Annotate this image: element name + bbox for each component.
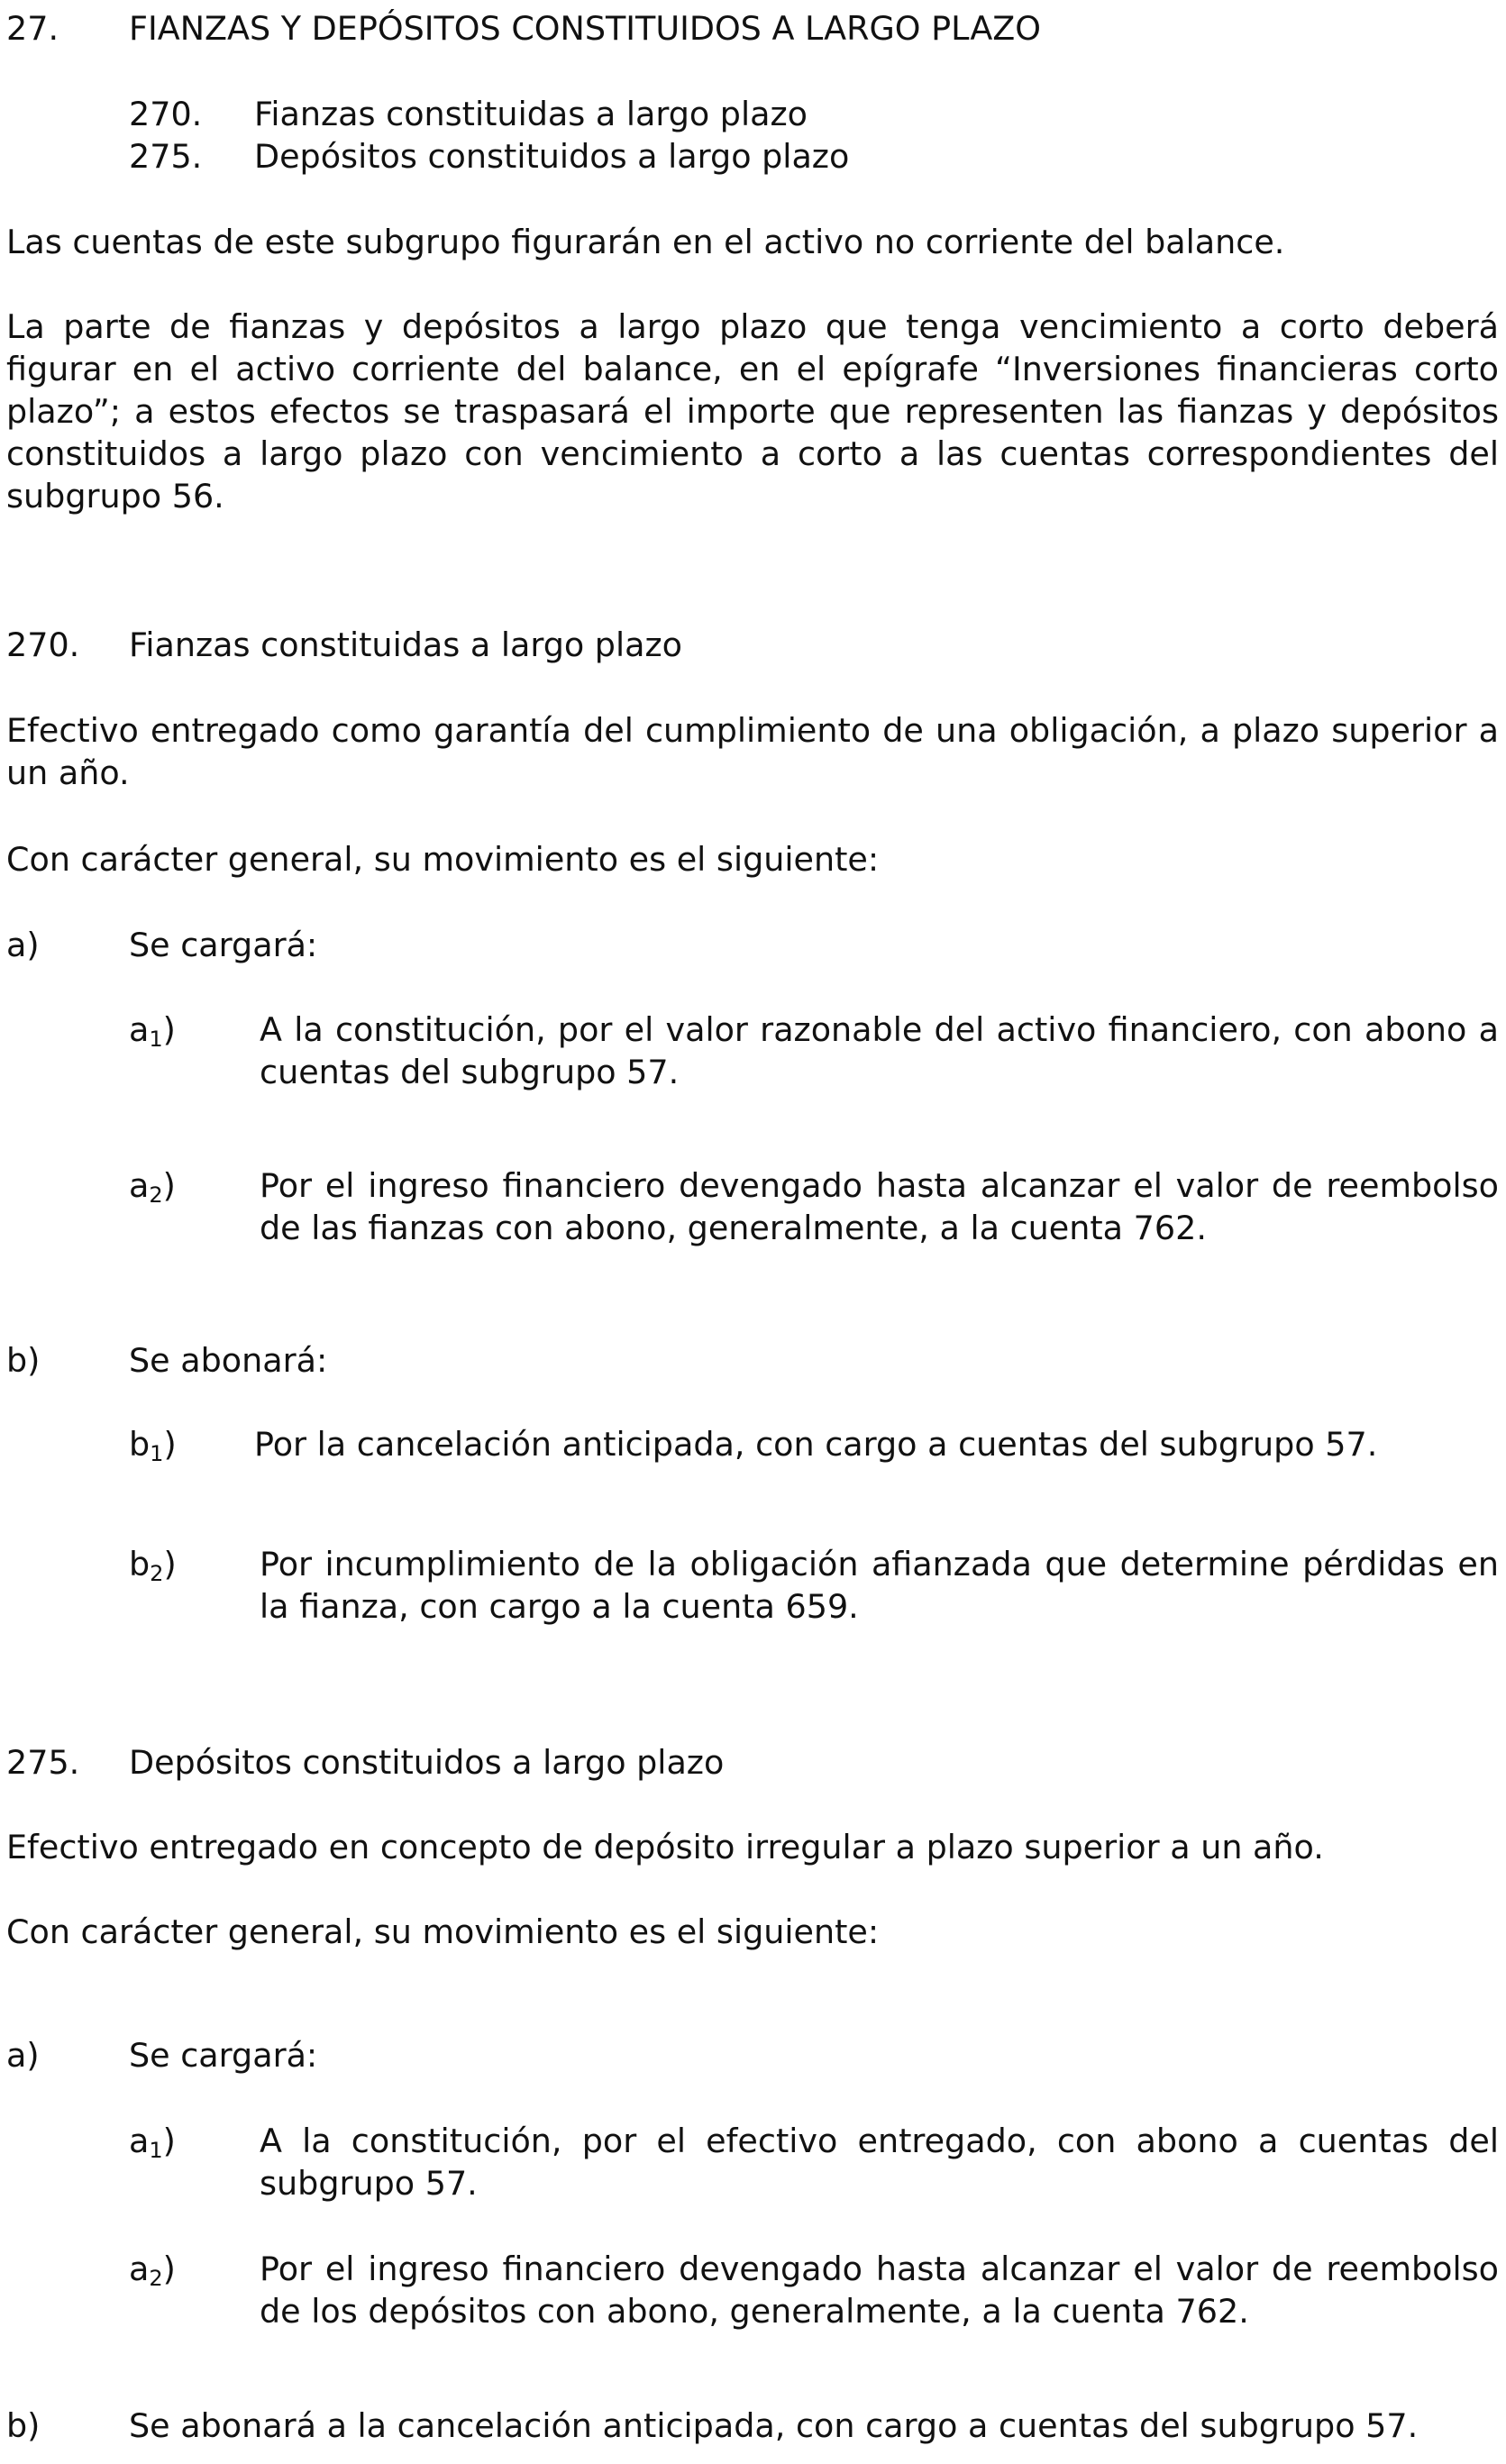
list-label: Se abonará: [129,1341,328,1380]
toc-number: 275. [129,137,203,176]
sub-item-marker: b1) [129,1425,177,1466]
toc-label: Depósitos constituidos a largo plazo [254,137,850,176]
intro-paragraph: La parte de fianzas y depósitos a largo plazo que tenga vencimiento a corto deberá figurar en el activo corriente del balance, en el epígrafe “Inversiones financieras corto plazo”; a estos efectos se traspasará el importe que representen las fianzas y depósitos constituidos a largo plazo con vencimiento a corto a las cuentas correspondientes del subgrupo 56. [6,307,1499,516]
sub-item-marker: a2) [129,1166,176,1208]
list-label: Se cargará: [129,2036,318,2075]
sub-item-marker: a1) [129,1010,176,1052]
section-title: FIANZAS Y DEPÓSITOS CONSTITUIDOS A LARGO PLAZO [129,9,1042,48]
sub-item-marker: a2) [129,2250,176,2291]
movement-intro: Con carácter general, su movimiento es el siguiente: [6,840,880,879]
toc-label: Fianzas constituidas a largo plazo [254,95,808,133]
movement-intro: Con carácter general, su movimiento es el siguiente: [6,1912,880,1951]
subsection-title: Depósitos constituidos a largo plazo [129,1743,725,1782]
subsection-title: Fianzas constituidas a largo plazo [129,625,682,664]
list-marker: a) [6,926,40,964]
sub-item-text: Por el ingreso financiero devengado hasta alcanzar el valor de reembolso de los depósitos con abono, generalmente, a la cuenta 762. [260,2250,1499,2331]
sub-item-marker: a1) [129,2122,176,2163]
intro-paragraph: Las cuentas de este subgrupo figurarán en el activo no corriente del balance. [6,223,1285,261]
list-label: Se abonará a la cancelación anticipada, con cargo a cuentas del subgrupo 57. [129,2406,1419,2445]
sub-item-text: A la constitución, por el efectivo entregado, con abono a cuentas del subgrupo 57. [260,2122,1499,2203]
definition-paragraph: Efectivo entregado en concepto de depósito irregular a plazo superior a un año. [6,1828,1324,1866]
list-marker: a) [6,2036,40,2075]
section-number: 27. [6,9,59,48]
sub-item-text: Por incumplimiento de la obligación afianzada que determine pérdidas en la fianza, con cargo a la cuenta 659. [260,1545,1499,1626]
sub-item-text: Por el ingreso financiero devengado hasta alcanzar el valor de reembolso de las fianzas con abono, generalmente, a la cuenta 762. [260,1166,1499,1247]
list-marker: b) [6,1341,41,1380]
toc-number: 270. [129,95,203,133]
sub-item-text: A la constitución, por el valor razonable del activo financiero, con abono a cuentas del subgrupo 57. [260,1010,1499,1091]
definition-paragraph: Efectivo entregado como garantía del cumplimiento de una obligación, a plazo superior a un año. [6,711,1499,792]
subsection-number: 270. [6,625,80,664]
sub-item-text: Por la cancelación anticipada, con cargo a cuentas del subgrupo 57. [254,1425,1378,1464]
list-label: Se cargará: [129,926,318,964]
sub-item-marker: b2) [129,1545,177,1586]
subsection-number: 275. [6,1743,80,1782]
list-marker: b) [6,2406,41,2445]
